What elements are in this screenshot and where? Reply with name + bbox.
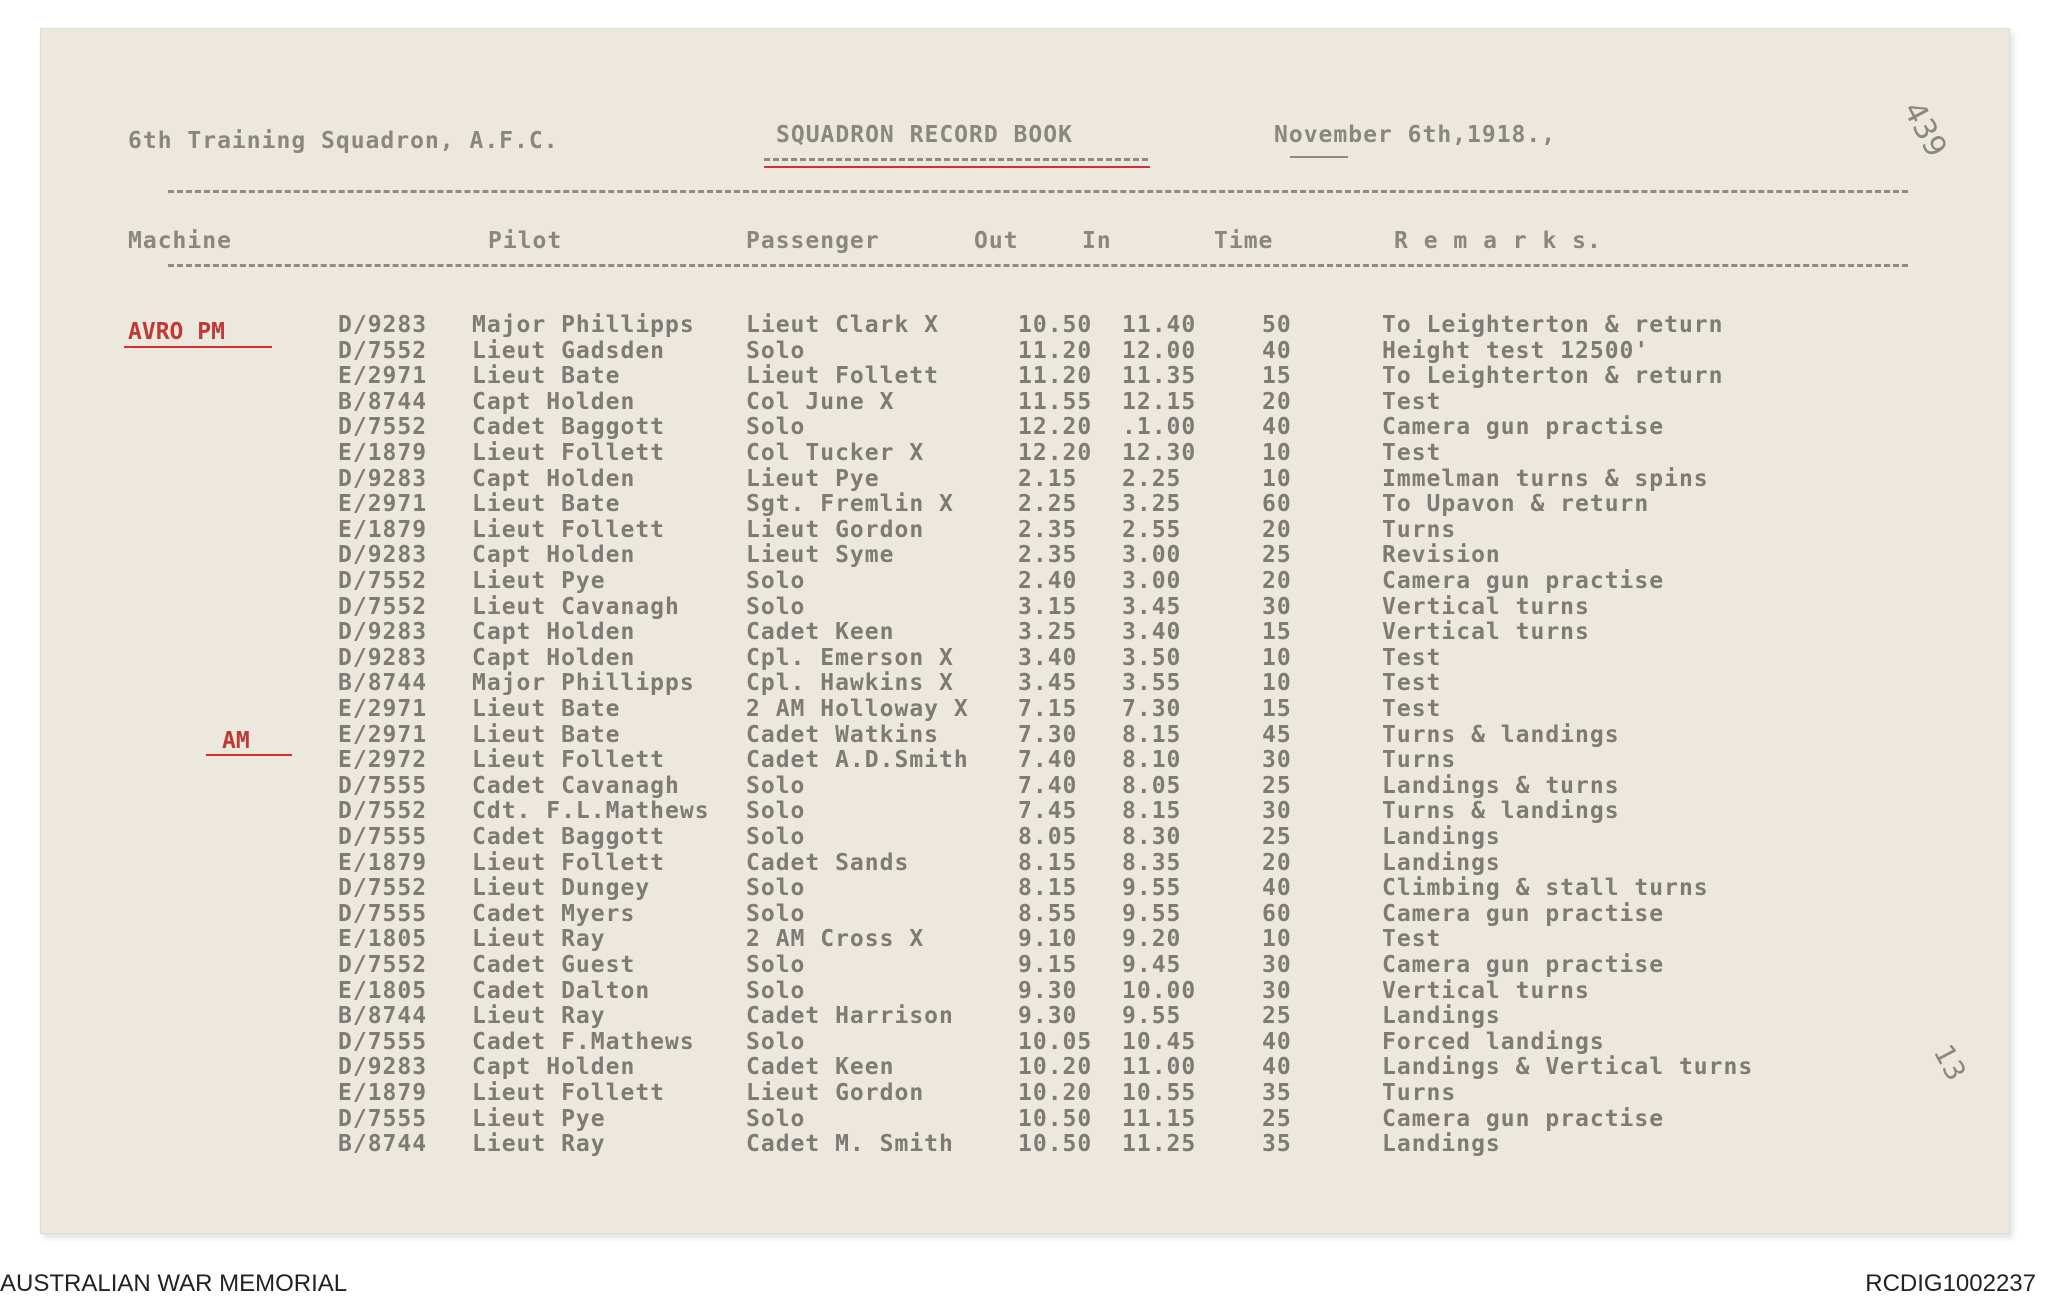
time-out-cell: 7.45 — [1018, 798, 1078, 825]
time-in-cell: 8.10 — [1122, 747, 1182, 774]
machine-reg-cell: D/7552 — [338, 875, 428, 902]
pilot-cell: Capt Holden — [472, 542, 636, 569]
pilot-cell: Lieut Follett — [472, 440, 666, 466]
remarks-cell: Test — [1382, 926, 1442, 953]
passenger-cell: Solo — [746, 568, 806, 594]
time-in-cell: 3.40 — [1122, 619, 1182, 646]
remarks-cell: Landings — [1382, 824, 1501, 850]
time-out-cell: 10.20 — [1018, 1080, 1093, 1106]
table-row — [40, 466, 2010, 492]
remarks-cell: Turns & landings — [1382, 721, 1620, 748]
table-row — [40, 312, 2010, 338]
passenger-cell: 2 AM Cross X — [746, 926, 925, 953]
table-row — [40, 1131, 2010, 1157]
time-out-cell: 3.45 — [1018, 670, 1078, 697]
machine-reg-cell: E/1879 — [338, 440, 428, 466]
pilot-cell: Lieut Cavanagh — [472, 593, 680, 620]
time-out-cell: 7.40 — [1018, 772, 1078, 799]
time-in-cell: 2.55 — [1122, 516, 1182, 543]
table-row — [40, 440, 2010, 466]
duration-cell: 25 — [1262, 1003, 1292, 1030]
pilot-cell: Lieut Bate — [472, 491, 621, 518]
time-in-cell: 12.30 — [1122, 440, 1197, 466]
pilot-cell: Lieut Bate — [472, 721, 621, 748]
time-out-cell: 10.05 — [1018, 1028, 1093, 1055]
remarks-cell: Turns — [1382, 516, 1457, 543]
pilot-cell: Capt Holden — [472, 1054, 636, 1081]
record-id: RCDIG1002237 — [1865, 1270, 2036, 1297]
pilot-cell: Capt Holden — [472, 388, 636, 415]
pilot-cell: Lieut Follett — [472, 1080, 666, 1106]
machine-reg-cell: D/7552 — [338, 337, 428, 364]
duration-cell: 40 — [1262, 1028, 1292, 1055]
table-row — [40, 645, 2010, 671]
pilot-cell: Lieut Ray — [472, 1003, 606, 1030]
time-in-cell: 10.55 — [1122, 1080, 1197, 1106]
time-out-cell: 9.30 — [1018, 1003, 1078, 1030]
machine-reg-cell: E/2971 — [338, 363, 428, 390]
passenger-cell: Sgt. Fremlin X — [746, 491, 954, 518]
time-out-cell: 3.15 — [1018, 593, 1078, 620]
record-date: November 6th,1918., — [1274, 122, 1557, 148]
time-in-cell: 3.00 — [1122, 568, 1182, 594]
table-row — [40, 926, 2010, 952]
title-underline — [764, 166, 1150, 168]
machine-reg-cell: D/7552 — [338, 414, 428, 441]
machine-reg-cell: E/2972 — [338, 747, 428, 774]
remarks-cell: Test — [1382, 670, 1442, 697]
col-in: In — [1082, 228, 1112, 254]
passenger-cell: Col Tucker X — [746, 440, 925, 466]
folio-number-top: 439 — [1895, 96, 1954, 163]
remarks-cell: Landings — [1382, 1131, 1501, 1158]
duration-cell: 15 — [1262, 619, 1292, 646]
machine-reg-cell: D/9283 — [338, 312, 428, 338]
pilot-cell: Cdt. F.L.Mathews — [472, 798, 710, 825]
passenger-cell: Cadet A.D.Smith — [746, 747, 969, 774]
table-row — [40, 517, 2010, 543]
pilot-cell: Lieut Pye — [472, 568, 606, 594]
pilot-cell: Capt Holden — [472, 644, 636, 671]
time-in-cell: .1.00 — [1122, 414, 1197, 441]
machine-reg-cell: D/7555 — [338, 1105, 428, 1132]
machine-reg-cell: E/2971 — [338, 721, 428, 748]
remarks-cell: Camera gun practise — [1382, 900, 1665, 927]
remarks-cell: Revision — [1382, 542, 1501, 569]
time-out-cell: 8.15 — [1018, 875, 1078, 902]
table-row — [40, 414, 2010, 440]
machine-reg-cell: D/7552 — [338, 798, 428, 825]
time-in-cell: 3.50 — [1122, 644, 1182, 671]
time-in-cell: 11.25 — [1122, 1131, 1197, 1158]
duration-cell: 30 — [1262, 977, 1292, 1004]
passenger-cell: Cpl. Hawkins X — [746, 670, 954, 697]
table-row — [40, 1029, 2010, 1055]
pilot-cell: Major Phillipps — [472, 670, 695, 697]
duration-cell: 60 — [1262, 491, 1292, 518]
remarks-cell: Camera gun practise — [1382, 414, 1665, 441]
time-out-cell: 3.25 — [1018, 619, 1078, 646]
time-out-cell: 10.50 — [1018, 1105, 1093, 1132]
time-in-cell: 8.15 — [1122, 798, 1182, 825]
table-row — [40, 1080, 2010, 1106]
pilot-cell: Major Phillipps — [472, 312, 695, 338]
passenger-cell: Lieut Follett — [746, 363, 940, 390]
passenger-cell: Lieut Syme — [746, 542, 895, 569]
pilot-cell: Lieut Follett — [472, 747, 666, 774]
col-machine: Machine — [128, 228, 232, 254]
passenger-cell: Cadet Harrison — [746, 1003, 954, 1030]
passenger-cell: Solo — [746, 977, 806, 1004]
pilot-cell: Cadet Guest — [472, 952, 636, 978]
passenger-cell: Solo — [746, 875, 806, 902]
passenger-cell: Solo — [746, 798, 806, 825]
col-out: Out — [974, 228, 1019, 254]
passenger-cell: Col June X — [746, 388, 895, 415]
time-in-cell: 3.45 — [1122, 593, 1182, 620]
passenger-cell: Cadet Sands — [746, 849, 910, 876]
folio-number-bottom: 13 — [1926, 1039, 1973, 1086]
pilot-cell: Capt Holden — [472, 465, 636, 492]
header-divider-bottom — [168, 264, 1908, 267]
remarks-cell: Camera gun practise — [1382, 568, 1665, 594]
table-row — [40, 670, 2010, 696]
table-row — [40, 1054, 2010, 1080]
passenger-cell: Lieut Gordon — [746, 1080, 925, 1106]
time-in-cell: 2.25 — [1122, 465, 1182, 492]
remarks-cell: Turns — [1382, 747, 1457, 774]
pilot-cell: Lieut Bate — [472, 696, 621, 722]
time-out-cell: 2.15 — [1018, 465, 1078, 492]
table-row — [40, 875, 2010, 901]
machine-reg-cell: E/1879 — [338, 516, 428, 543]
table-row — [40, 1106, 2010, 1132]
time-in-cell: 3.25 — [1122, 491, 1182, 518]
remarks-cell: To Upavon & return — [1382, 491, 1650, 518]
date-underline — [1290, 156, 1348, 158]
time-out-cell: 12.20 — [1018, 440, 1093, 466]
passenger-cell: Solo — [746, 900, 806, 927]
remarks-cell: Landings & Vertical turns — [1382, 1054, 1754, 1081]
table-row — [40, 798, 2010, 824]
time-in-cell: 8.15 — [1122, 721, 1182, 748]
time-out-cell: 12.20 — [1018, 414, 1093, 441]
time-out-cell: 9.15 — [1018, 952, 1078, 978]
duration-cell: 25 — [1262, 1105, 1292, 1132]
remarks-cell: Test — [1382, 388, 1442, 415]
duration-cell: 40 — [1262, 875, 1292, 902]
page-title: SQUADRON RECORD BOOK — [776, 122, 1073, 148]
passenger-cell: Solo — [746, 952, 806, 978]
machine-reg-cell: D/7552 — [338, 952, 428, 978]
col-time: Time — [1214, 228, 1274, 254]
remarks-cell: Immelman turns & spins — [1382, 465, 1709, 492]
time-in-cell: 9.55 — [1122, 1003, 1182, 1030]
machine-reg-cell: D/7555 — [338, 772, 428, 799]
passenger-cell: Solo — [746, 824, 806, 850]
remarks-cell: Test — [1382, 644, 1442, 671]
time-out-cell: 8.55 — [1018, 900, 1078, 927]
remarks-cell: Forced landings — [1382, 1028, 1605, 1055]
remarks-cell: Climbing & stall turns — [1382, 875, 1709, 902]
time-in-cell: 11.40 — [1122, 312, 1197, 338]
time-in-cell: 7.30 — [1122, 696, 1182, 722]
duration-cell: 10 — [1262, 465, 1292, 492]
machine-reg-cell: D/7552 — [338, 568, 428, 594]
duration-cell: 45 — [1262, 721, 1292, 748]
remarks-cell: To Leighterton & return — [1382, 363, 1724, 390]
duration-cell: 25 — [1262, 772, 1292, 799]
machine-reg-cell: E/2971 — [338, 491, 428, 518]
table-row — [40, 491, 2010, 517]
duration-cell: 30 — [1262, 593, 1292, 620]
machine-reg-cell: D/9283 — [338, 465, 428, 492]
machine-reg-cell: B/8744 — [338, 1131, 428, 1158]
pilot-cell: Lieut Dungey — [472, 875, 651, 902]
pilot-cell: Cadet F.Mathews — [472, 1028, 695, 1055]
remarks-cell: Landings & turns — [1382, 772, 1620, 799]
duration-cell: 15 — [1262, 363, 1292, 390]
machine-reg-cell: E/2971 — [338, 696, 428, 722]
pilot-cell: Lieut Follett — [472, 516, 666, 543]
table-row — [40, 338, 2010, 364]
time-out-cell: 3.40 — [1018, 644, 1078, 671]
time-in-cell: 12.00 — [1122, 337, 1197, 364]
remarks-cell: Test — [1382, 696, 1442, 722]
section-am: AM — [222, 728, 250, 754]
table-row — [40, 696, 2010, 722]
time-in-cell: 8.35 — [1122, 849, 1182, 876]
time-out-cell: 11.20 — [1018, 363, 1093, 390]
remarks-cell: Vertical turns — [1382, 593, 1590, 620]
time-out-cell: 2.40 — [1018, 568, 1078, 594]
unit-name: 6th Training Squadron, A.F.C. — [128, 128, 559, 154]
time-out-cell: 7.40 — [1018, 747, 1078, 774]
time-in-cell: 9.45 — [1122, 952, 1182, 978]
duration-cell: 10 — [1262, 644, 1292, 671]
remarks-cell: Test — [1382, 440, 1442, 466]
time-in-cell: 11.15 — [1122, 1105, 1197, 1132]
time-in-cell: 11.00 — [1122, 1054, 1197, 1081]
duration-cell: 60 — [1262, 900, 1292, 927]
passenger-cell: Solo — [746, 337, 806, 364]
duration-cell: 40 — [1262, 337, 1292, 364]
passenger-cell: Lieut Pye — [746, 465, 880, 492]
passenger-cell: Solo — [746, 1028, 806, 1055]
time-out-cell: 9.10 — [1018, 926, 1078, 953]
col-pilot: Pilot — [488, 228, 563, 254]
remarks-cell: Vertical turns — [1382, 619, 1590, 646]
remarks-cell: Camera gun practise — [1382, 952, 1665, 978]
time-out-cell: 2.35 — [1018, 542, 1078, 569]
remarks-cell: Camera gun practise — [1382, 1105, 1665, 1132]
machine-reg-cell: B/8744 — [338, 388, 428, 415]
duration-cell: 40 — [1262, 1054, 1292, 1081]
duration-cell: 20 — [1262, 516, 1292, 543]
duration-cell: 50 — [1262, 312, 1292, 338]
remarks-cell: Height test 12500' — [1382, 337, 1650, 364]
passenger-cell: Cadet Watkins — [746, 721, 940, 748]
duration-cell: 10 — [1262, 926, 1292, 953]
remarks-cell: To Leighterton & return — [1382, 312, 1724, 338]
machine-reg-cell: D/7552 — [338, 593, 428, 620]
duration-cell: 10 — [1262, 440, 1292, 466]
pilot-cell: Lieut Bate — [472, 363, 621, 390]
pilot-cell: Cadet Baggott — [472, 824, 666, 850]
time-out-cell: 11.20 — [1018, 337, 1093, 364]
duration-cell: 40 — [1262, 414, 1292, 441]
pilot-cell: Lieut Follett — [472, 849, 666, 876]
remarks-cell: Landings — [1382, 1003, 1501, 1030]
table-row — [40, 568, 2010, 594]
time-in-cell: 11.35 — [1122, 363, 1197, 390]
duration-cell: 20 — [1262, 388, 1292, 415]
record-sheet — [40, 28, 2010, 1234]
passenger-cell: Cpl. Emerson X — [746, 644, 954, 671]
machine-reg-cell: B/8744 — [338, 670, 428, 697]
machine-reg-cell: E/1879 — [338, 1080, 428, 1106]
pilot-cell: Lieut Ray — [472, 926, 606, 953]
time-out-cell: 11.55 — [1018, 388, 1093, 415]
machine-reg-cell: D/7555 — [338, 900, 428, 927]
table-row — [40, 542, 2010, 568]
passenger-cell: Solo — [746, 1105, 806, 1132]
table-row — [40, 901, 2010, 927]
table-row — [40, 1003, 2010, 1029]
time-in-cell: 10.45 — [1122, 1028, 1197, 1055]
machine-reg-cell: E/1805 — [338, 926, 428, 953]
time-in-cell: 12.15 — [1122, 388, 1197, 415]
table-row — [40, 824, 2010, 850]
remarks-cell: Landings — [1382, 849, 1501, 876]
passenger-cell: Cadet M. Smith — [746, 1131, 954, 1158]
passenger-cell: Solo — [746, 772, 806, 799]
table-row — [40, 773, 2010, 799]
machine-reg-cell: B/8744 — [338, 1003, 428, 1030]
duration-cell: 20 — [1262, 849, 1292, 876]
col-remarks: R e m a r k s. — [1394, 228, 1602, 254]
pilot-cell: Capt Holden — [472, 619, 636, 646]
pilot-cell: Lieut Pye — [472, 1105, 606, 1132]
machine-reg-cell: D/9283 — [338, 1054, 428, 1081]
machine-reg-cell: D/9283 — [338, 644, 428, 671]
pilot-cell: Cadet Myers — [472, 900, 636, 927]
time-out-cell: 7.30 — [1018, 721, 1078, 748]
pilot-cell: Cadet Baggott — [472, 414, 666, 441]
machine-reg-cell: D/9283 — [338, 619, 428, 646]
duration-cell: 10 — [1262, 670, 1292, 697]
passenger-cell: Lieut Gordon — [746, 516, 925, 543]
time-in-cell: 3.00 — [1122, 542, 1182, 569]
time-out-cell: 10.50 — [1018, 312, 1093, 338]
duration-cell: 15 — [1262, 696, 1292, 722]
time-in-cell: 8.30 — [1122, 824, 1182, 850]
machine-reg-cell: E/1879 — [338, 849, 428, 876]
passenger-cell: Cadet Keen — [746, 619, 895, 646]
header-divider-top — [168, 190, 1908, 193]
time-out-cell: 2.35 — [1018, 516, 1078, 543]
time-out-cell: 8.05 — [1018, 824, 1078, 850]
passenger-cell: Solo — [746, 593, 806, 620]
time-out-cell: 10.20 — [1018, 1054, 1093, 1081]
machine-reg-cell: D/7555 — [338, 1028, 428, 1055]
machine-reg-cell: E/1805 — [338, 977, 428, 1004]
pilot-cell: Lieut Gadsden — [472, 337, 666, 364]
table-row — [40, 747, 2010, 773]
archive-credit: AUSTRALIAN WAR MEMORIAL — [0, 1270, 348, 1297]
machine-reg-cell: D/9283 — [338, 542, 428, 569]
pilot-cell: Lieut Ray — [472, 1131, 606, 1158]
time-in-cell: 10.00 — [1122, 977, 1197, 1004]
machine-reg-cell: D/7555 — [338, 824, 428, 850]
passenger-cell: Lieut Clark X — [746, 312, 940, 338]
table-row — [40, 389, 2010, 415]
duration-cell: 25 — [1262, 542, 1292, 569]
time-in-cell: 9.55 — [1122, 900, 1182, 927]
time-out-cell: 8.15 — [1018, 849, 1078, 876]
time-in-cell: 9.20 — [1122, 926, 1182, 953]
duration-cell: 20 — [1262, 568, 1292, 594]
table-row — [40, 978, 2010, 1004]
time-out-cell: 7.15 — [1018, 696, 1078, 722]
time-in-cell: 3.55 — [1122, 670, 1182, 697]
duration-cell: 30 — [1262, 952, 1292, 978]
time-out-cell: 2.25 — [1018, 491, 1078, 518]
remarks-cell: Turns — [1382, 1080, 1457, 1106]
duration-cell: 35 — [1262, 1131, 1292, 1158]
table-row — [40, 363, 2010, 389]
table-row — [40, 952, 2010, 978]
duration-cell: 35 — [1262, 1080, 1292, 1106]
time-in-cell: 9.55 — [1122, 875, 1182, 902]
passenger-cell: Cadet Keen — [746, 1054, 895, 1081]
pilot-cell: Cadet Dalton — [472, 977, 651, 1004]
table-row — [40, 594, 2010, 620]
col-passenger: Passenger — [746, 228, 880, 254]
table-row — [40, 850, 2010, 876]
remarks-cell: Vertical turns — [1382, 977, 1590, 1004]
time-out-cell: 10.50 — [1018, 1131, 1093, 1158]
passenger-cell: Solo — [746, 414, 806, 441]
table-row — [40, 619, 2010, 645]
time-in-cell: 8.05 — [1122, 772, 1182, 799]
time-out-cell: 9.30 — [1018, 977, 1078, 1004]
passenger-cell: 2 AM Holloway X — [746, 696, 969, 722]
duration-cell: 25 — [1262, 824, 1292, 850]
table-row — [40, 722, 2010, 748]
duration-cell: 30 — [1262, 747, 1292, 774]
duration-cell: 30 — [1262, 798, 1292, 825]
remarks-cell: Turns & landings — [1382, 798, 1620, 825]
title-dash-underline — [764, 158, 1148, 161]
section-avro-pm: AVRO PM — [128, 319, 225, 345]
pilot-cell: Cadet Cavanagh — [472, 772, 680, 799]
